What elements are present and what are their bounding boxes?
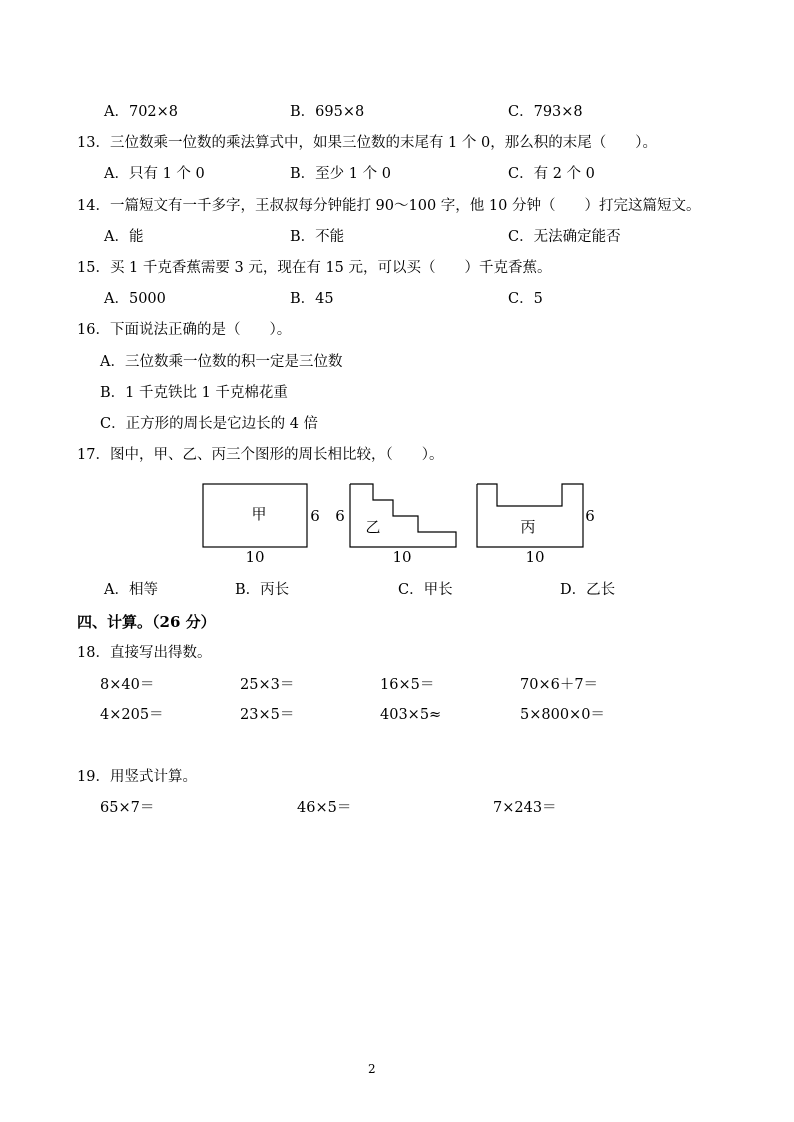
q19-item: 7×243＝ [493,800,557,816]
q19-item: 65×7＝ [100,800,155,816]
q18-item: 5×800×0＝ [520,707,605,723]
figure-bing-label: 丙 [520,518,536,536]
q18-item: 8×40＝ [100,677,155,693]
page-number: 2 [368,1062,376,1076]
q18-stem: 18．直接写出得数。 [77,645,212,661]
q16-option-c: C．正方形的周长是它边长的 4 倍 [100,416,319,432]
q18-item: 4×205＝ [100,707,164,723]
q16-option-a: A．三位数乘一位数的积一定是三位数 [100,354,343,370]
figure-jia [203,484,320,566]
figure-bing-height: 6 [585,507,595,525]
q18-item: 23×5＝ [240,707,295,723]
q18-item: 25×3＝ [240,677,295,693]
q15-stem: 15．买 1 千克香蕉需要 3 元，现在有 15 元，可以买（ ）千克香蕉。 [77,260,552,276]
q14-option-a: A．能 [104,229,144,245]
q16-option-b: B．1 千克铁比 1 千克棉花重 [100,385,288,401]
q15-option-c: C．5 [508,291,543,307]
section-title: 四、计算。（26 分） [77,613,216,631]
q16-stem: 16．下面说法正确的是（ ）。 [77,322,292,338]
figure-yi-height: 6 [335,507,345,525]
q17-option-b: B．丙长 [235,582,290,598]
q12-option-b: B．695×8 [290,104,365,120]
figure-bing-width: 10 [525,548,545,566]
q13-option-a: A．只有 1 个 0 [104,166,205,182]
q17-option-a: A．相等 [104,582,158,598]
q13-option-b: B．至少 1 个 0 [290,166,391,182]
q18-item: 70×6＋7＝ [520,677,599,693]
q15-option-b: B．45 [290,291,334,307]
q13-option-c: C．有 2 个 0 [508,166,595,182]
q14-option-b: B．不能 [290,229,345,245]
q12-option-a: A．702×8 [104,104,179,120]
q17-option-d: D．乙长 [560,582,616,598]
q13-stem: 13．三位数乘一位数的乘法算式中，如果三位数的末尾有 1 个 0，那么积的末尾（ ）。 [77,135,657,151]
figure-yi-label: 乙 [365,518,381,536]
figure-jia-width: 10 [245,548,265,566]
figure-yi-width: 10 [392,548,412,566]
figure-yi [335,484,456,566]
q19-stem: 19．用竖式计算。 [77,769,197,785]
figure-jia-height: 6 [310,507,320,525]
q17-figures [0,475,794,575]
figure-bing [477,484,595,566]
figure-jia-label: 甲 [251,505,267,523]
q19-item: 46×5＝ [297,800,352,816]
q14-option-c: C．无法确定能否 [508,229,621,245]
q14-stem: 14．一篇短文有一千多字，王叔叔每分钟能打 90～100 字，他 10 分钟（ ）打完这篇短文。 [77,198,701,214]
q12-option-c: C．793×8 [508,104,583,120]
q17-option-c: C．甲长 [398,582,453,598]
q17-stem: 17．图中，甲、乙、丙三个图形的周长相比较，（ ）。 [77,447,444,463]
q18-item: 403×5≈ [380,707,442,723]
q18-item: 16×5＝ [380,677,435,693]
q15-option-a: A．5000 [104,291,166,307]
